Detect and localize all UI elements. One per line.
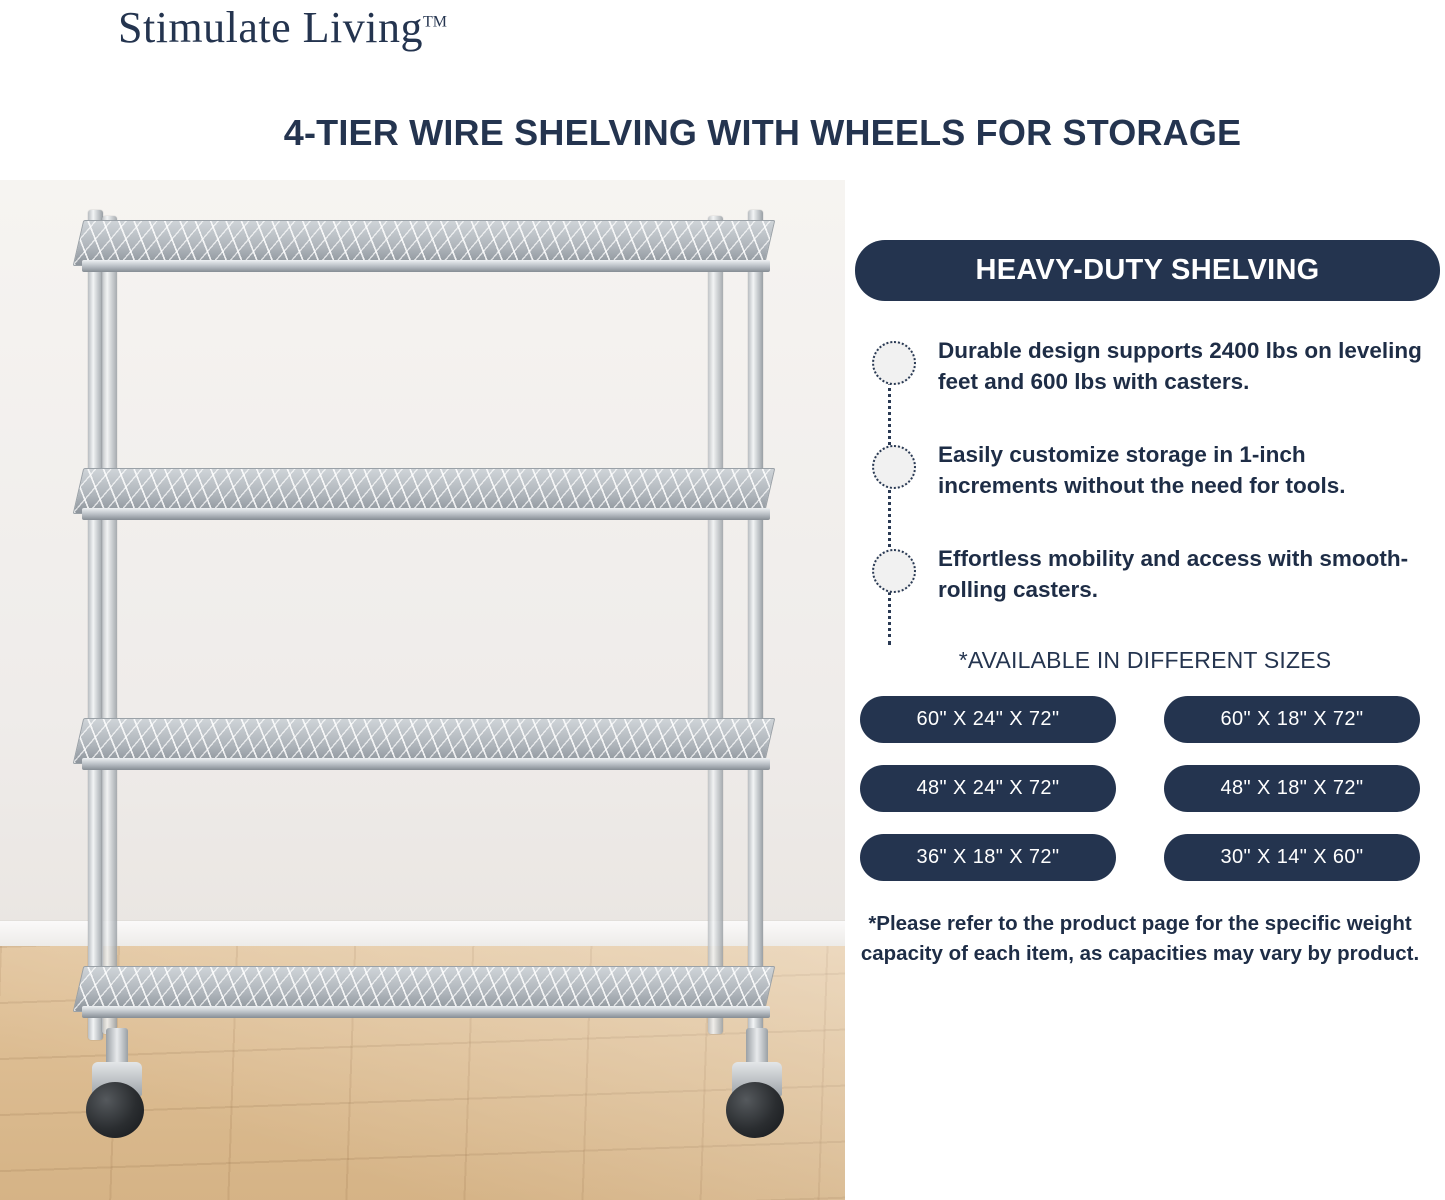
feature-text: Easily customize storage in 1-inch increments without the need for tools. <box>938 442 1346 499</box>
dotted-circle-icon <box>872 445 916 489</box>
feature-text: Effortless mobility and access with smooth-rolling casters. <box>938 546 1409 603</box>
shelf-tier-1 <box>78 220 770 282</box>
caster-tire <box>86 1082 144 1138</box>
shelf-tier-4 <box>78 966 770 1028</box>
brand-name: Stimulate Living <box>118 3 423 52</box>
size-chip: 48" X 24" X 72" <box>860 765 1116 812</box>
page-title: 4-TIER WIRE SHELVING WITH WHEELS FOR STORAGE <box>283 112 1242 153</box>
dotted-circle-icon <box>872 549 916 593</box>
shelf-post-left-back <box>102 216 117 1034</box>
size-chip: 48" X 18" X 72" <box>1164 765 1420 812</box>
wire-shelving-unit <box>60 210 790 1140</box>
size-chip: 60" X 24" X 72" <box>860 696 1116 743</box>
shelf-post-left-front <box>88 210 103 1040</box>
shelf-edge <box>82 1006 770 1018</box>
size-options-grid <box>860 696 1420 881</box>
shelf-tier-2 <box>78 468 770 530</box>
caster-wheel-right <box>720 1028 794 1138</box>
dotted-circle-icon <box>872 341 916 385</box>
brand-logo <box>118 2 447 53</box>
list-item <box>938 543 1430 605</box>
shelf-tier-3 <box>78 718 770 780</box>
size-chip: 36" X 18" X 72" <box>860 834 1116 881</box>
info-panel <box>860 180 1430 969</box>
sizes-header: *AVAILABLE IN DIFFERENT SIZES <box>958 647 1332 674</box>
shelf-edge <box>82 758 770 770</box>
trademark-symbol: TM <box>422 13 447 31</box>
shelf-edge <box>82 260 770 272</box>
feature-text: Durable design supports 2400 lbs on leveling feet and 600 lbs with casters. <box>938 338 1422 395</box>
caster-tire <box>726 1082 784 1138</box>
heavy-duty-badge: HEAVY-DUTY SHELVING <box>855 240 1440 301</box>
shelf-edge <box>82 508 770 520</box>
feature-list <box>860 335 1430 605</box>
shelf-post-right-front <box>748 210 763 1040</box>
capacity-disclaimer: *Please refer to the product page for the specific weight capacity of each item, as capacities may vary by product. <box>860 912 1420 965</box>
size-chip: 30" X 14" X 60" <box>1164 834 1420 881</box>
shelf-post-right-back <box>708 216 723 1034</box>
list-item <box>938 335 1430 397</box>
caster-wheel-left <box>80 1028 154 1138</box>
product-image <box>0 180 845 1200</box>
size-chip: 60" X 18" X 72" <box>1164 696 1420 743</box>
dotted-connector <box>888 345 891 645</box>
list-item <box>938 439 1430 501</box>
